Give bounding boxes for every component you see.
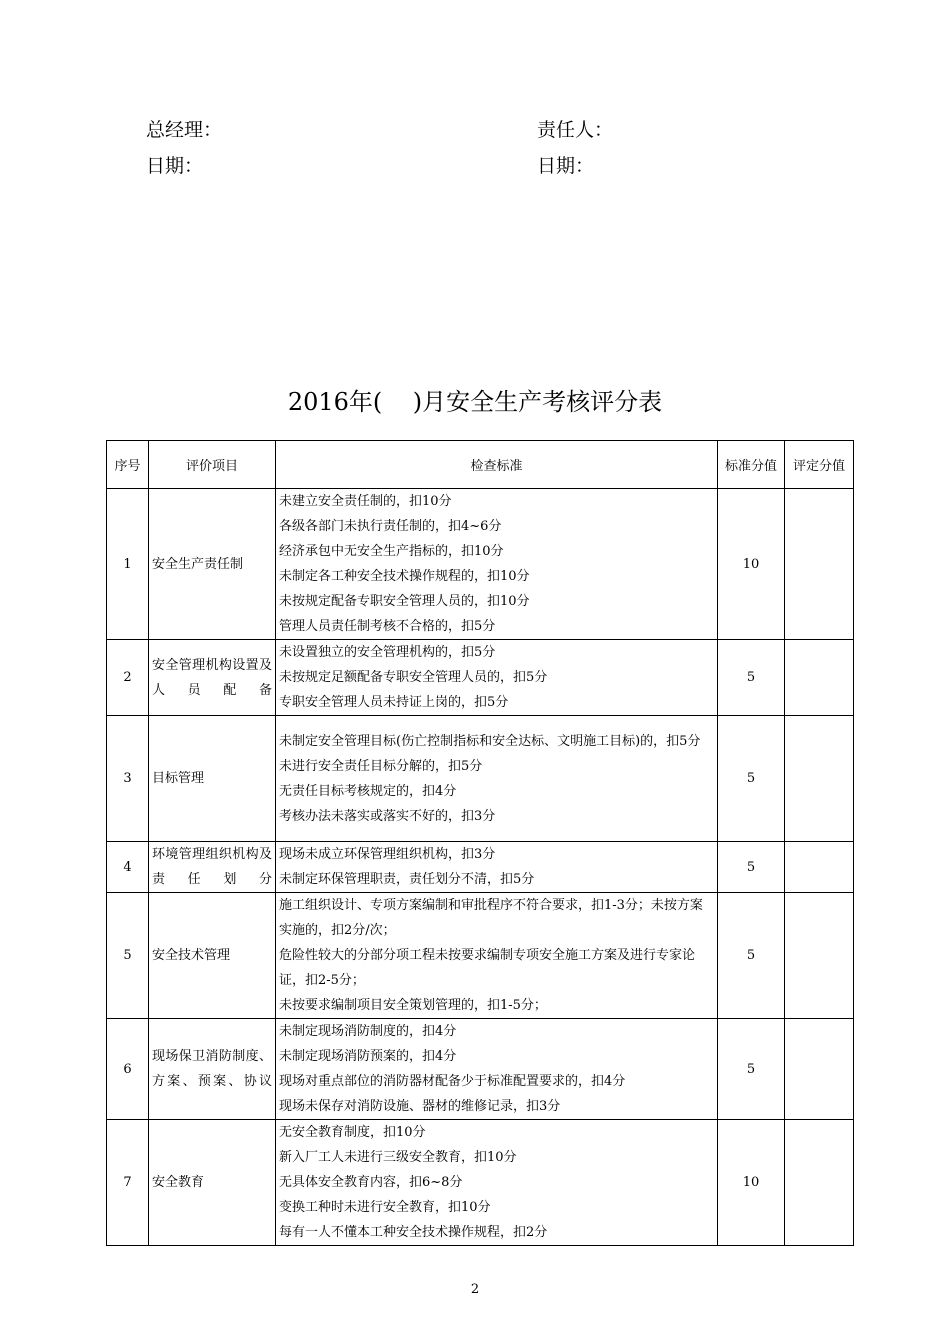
header-item: 评价项目 — [149, 441, 276, 489]
row-number: 4 — [107, 842, 149, 893]
criteria-cell — [276, 716, 718, 842]
rating-score — [785, 489, 854, 640]
criteria-line: 各级各部门未执行责任制的，扣4~6分 — [279, 519, 502, 534]
header-rating-score: 评定分值 — [785, 441, 854, 489]
general-manager-label: 总经理： — [146, 119, 223, 141]
criteria-line: 无责任目标考核规定的，扣4分 — [279, 783, 457, 799]
evaluation-item: 安全教育 — [149, 1120, 276, 1246]
row-number: 2 — [107, 640, 149, 716]
table-row — [107, 1120, 854, 1246]
criteria-line: 无安全教育制度，扣10分 — [279, 1125, 426, 1140]
criteria-cell — [276, 640, 718, 716]
standard-score: 5 — [718, 716, 785, 842]
evaluation-item: 目标管理 — [149, 716, 276, 842]
rating-score — [785, 1019, 854, 1120]
criteria-line: 经济承包中无安全生产指标的，扣10分 — [279, 544, 504, 559]
criteria-line: 未制定现场消防制度的，扣4分 — [279, 1024, 457, 1039]
rating-score — [785, 1120, 854, 1246]
responsible-person-label: 责任人： — [537, 119, 614, 141]
standard-score: 5 — [718, 1019, 785, 1120]
table-row — [107, 716, 854, 842]
criteria-line: 未按要求编制项目安全策划管理的，扣1-5分； — [279, 998, 547, 1013]
date-label-right: 日期： — [537, 155, 595, 177]
criteria-line: 危险性较大的分部分项工程未按要求编制专项安全施工方案及进行专家论证，扣2-5分； — [279, 948, 696, 988]
criteria-line: 无具体安全教育内容，扣6~8分 — [279, 1175, 463, 1190]
rating-score — [785, 842, 854, 893]
date-label-left: 日期： — [146, 155, 204, 177]
criteria-line: 变换工种时未进行安全教育，扣10分 — [279, 1200, 491, 1215]
criteria-line: 专职安全管理人员未持证上岗的，扣5分 — [279, 695, 509, 710]
standard-score: 10 — [718, 489, 785, 640]
criteria-line: 未建立安全责任制的，扣10分 — [279, 494, 452, 509]
page-number: 2 — [470, 1282, 480, 1297]
row-number: 5 — [107, 893, 149, 1019]
evaluation-item: 安全管理机构设置及人员配备 — [149, 640, 276, 716]
standard-score: 10 — [718, 1120, 785, 1246]
table-row — [107, 893, 854, 1019]
criteria-line: 未进行安全责任目标分解的，扣5分 — [279, 758, 483, 774]
row-number: 3 — [107, 716, 149, 842]
criteria-line: 现场对重点部位的消防器材配备少于标准配置要求的，扣4分 — [279, 1074, 626, 1089]
score-table — [106, 440, 854, 1246]
criteria-line: 现场未成立环保管理组织机构，扣3分 — [279, 847, 496, 862]
header-criteria: 检查标准 — [276, 441, 718, 489]
criteria-line: 未按规定足额配备专职安全管理人员的，扣5分 — [279, 670, 548, 685]
criteria-line: 管理人员责任制考核不合格的，扣5分 — [279, 619, 496, 634]
signature-block-right — [537, 112, 613, 184]
table-row — [107, 842, 854, 893]
criteria-line: 未制定各工种安全技术操作规程的，扣10分 — [279, 569, 530, 584]
row-number: 1 — [107, 489, 149, 640]
criteria-cell — [276, 1019, 718, 1120]
criteria-line: 新入厂工人未进行三级安全教育，扣10分 — [279, 1150, 517, 1165]
rating-score — [785, 716, 854, 842]
row-number: 7 — [107, 1120, 149, 1246]
criteria-cell — [276, 489, 718, 640]
criteria-line: 未制定安全管理目标(伤亡控制指标和安全达标、文明施工目标)的，扣5分 — [279, 733, 701, 749]
criteria-line: 施工组织设计、专项方案编制和审批程序不符合要求，扣1-3分；未按方案实施的，扣2分/次； — [279, 898, 703, 938]
criteria-cell — [276, 893, 718, 1019]
table-row — [107, 1019, 854, 1120]
standard-score: 5 — [718, 842, 785, 893]
signature-block-left — [146, 112, 222, 184]
standard-score: 5 — [718, 893, 785, 1019]
header-no: 序号 — [107, 441, 149, 489]
standard-score: 5 — [718, 640, 785, 716]
criteria-cell — [276, 842, 718, 893]
table-row — [107, 489, 854, 640]
rating-score — [785, 640, 854, 716]
criteria-line: 考核办法未落实或落实不好的，扣3分 — [279, 808, 496, 824]
evaluation-item: 安全生产责任制 — [149, 489, 276, 640]
header-standard-score: 标准分值 — [718, 441, 785, 489]
criteria-cell — [276, 1120, 718, 1246]
criteria-line: 未设置独立的安全管理机构的，扣5分 — [279, 645, 496, 660]
document-title: 2016年( )月安全生产考核评分表 — [287, 388, 663, 416]
criteria-line: 每有一人不懂本工种安全技术操作规程，扣2分 — [279, 1225, 548, 1240]
row-number: 6 — [107, 1019, 149, 1120]
table-row — [107, 640, 854, 716]
evaluation-item: 现场保卫消防制度、方案、预案、协议 — [149, 1019, 276, 1120]
rating-score — [785, 893, 854, 1019]
table-header-row — [107, 441, 854, 489]
criteria-line: 现场未保存对消防设施、器材的维修记录，扣3分 — [279, 1099, 561, 1114]
criteria-line: 未制定环保管理职责，责任划分不清，扣5分 — [279, 872, 535, 887]
criteria-line: 未制定现场消防预案的，扣4分 — [279, 1049, 457, 1064]
evaluation-item: 安全技术管理 — [149, 893, 276, 1019]
evaluation-item: 环境管理组织机构及责任划分 — [149, 842, 276, 893]
criteria-line: 未按规定配备专职安全管理人员的，扣10分 — [279, 594, 530, 609]
